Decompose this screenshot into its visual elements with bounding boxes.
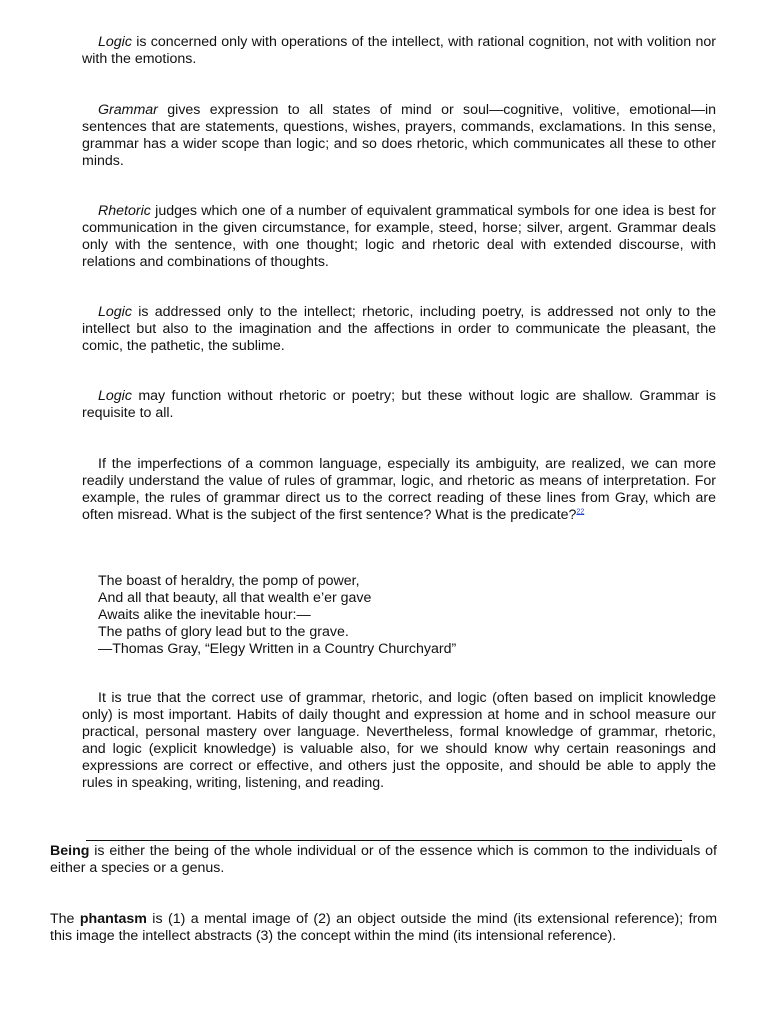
- paragraph-logic-intellect: [82, 34, 716, 68]
- paragraph-text: may function without rhetoric or poetry; but these without logic are shallow. Grammar is requisite to all.: [82, 388, 716, 421]
- paragraph-rhetoric: [82, 203, 716, 271]
- poem-attribution: —Thomas Gray, “Elegy Written in a Country Churchyard”: [98, 641, 457, 657]
- term-logic: Logic: [98, 34, 132, 50]
- poem-line: Awaits alike the inevitable hour:—: [98, 607, 311, 623]
- note-lead: The: [50, 911, 80, 927]
- note-text: is either the being of the whole individual or of the essence which is common to the individuals of either a species or a genus.: [50, 843, 717, 876]
- poem-quotation: [98, 573, 698, 658]
- paragraph-imperfections: [82, 456, 716, 524]
- paragraph-logic-function: [82, 388, 716, 422]
- paragraph-text: is addressed only to the intellect; rhetoric, including poetry, is addressed not only to the intellect but also to the imagination and the affections in order to communicate the pleasant, the comic, the pathetic, the sublime.: [82, 304, 716, 354]
- paragraph-closing: [82, 690, 716, 792]
- paragraph-text: gives expression to all states of mind or soul—cognitive, volitive, emotional—in sentences that are statements, questions, wishes, prayers, commands, exclamations. In this sense, grammar has a wider scope than logic; and so does rhetoric, which communicates all these to other minds.: [82, 102, 716, 169]
- term-logic: Logic: [98, 388, 132, 404]
- note-text: is (1) a mental image of (2) an object outside the mind (its extensional reference); from this image the intellect abstracts (3) the concept within the mind (its intensional reference).: [50, 911, 718, 944]
- footnote-link[interactable]: 22: [576, 508, 585, 516]
- paragraph-grammar: [82, 102, 716, 170]
- note-phantasm: [50, 911, 717, 945]
- term-rhetoric: Rhetoric: [98, 203, 151, 219]
- footnote-divider: [86, 840, 682, 841]
- footnote-marker: [576, 508, 584, 515]
- paragraph-logic-addressed: [82, 304, 716, 355]
- poem-line: And all that beauty, all that wealth e’er gave: [98, 590, 372, 606]
- paragraph-text: is concerned only with operations of the intellect, with rational cognition, not with volition nor with the emotions.: [82, 34, 716, 67]
- note-being: [50, 843, 717, 877]
- paragraph-text: If the imperfections of a common language, especially its ambiguity, are realized, we can more readily understand the value of rules of grammar, logic, and rhetoric as means of interpretation. For example, the rules of grammar direct us to the correct reading of these lines from Gray, which are often misread. What is the subject of the first sentence? What is the predicate?: [82, 456, 716, 523]
- term-being: Being: [50, 843, 90, 859]
- paragraph-text: judges which one of a number of equivalent grammatical symbols for one idea is best for communication in the given circumstance, for example, steed, horse; silver, argent. Grammar deals only with the sentence, with one thought; logic and rhetoric deal with extended discourse, with relations and combinations of thoughts.: [82, 203, 716, 270]
- term-logic: Logic: [98, 304, 132, 320]
- term-grammar: Grammar: [98, 102, 158, 118]
- poem-line: The boast of heraldry, the pomp of power,: [98, 573, 360, 589]
- term-phantasm: phantasm: [79, 911, 147, 927]
- paragraph-text: It is true that the correct use of grammar, rhetoric, and logic (often based on implicit knowledge only) is most important. Habits of daily thought and expression at home and in school measure our practical, personal mastery over language. Nevertheless, formal knowledge of grammar, rhetoric, and logic (explicit knowledge) is valuable also, for we should know why certain reasonings and expressions are correct or effective, and others just the opposite, and should be able to apply the rules in speaking, writing, listening, and reading.: [82, 690, 716, 791]
- poem-line: The paths of glory lead but to the grave.: [98, 624, 349, 640]
